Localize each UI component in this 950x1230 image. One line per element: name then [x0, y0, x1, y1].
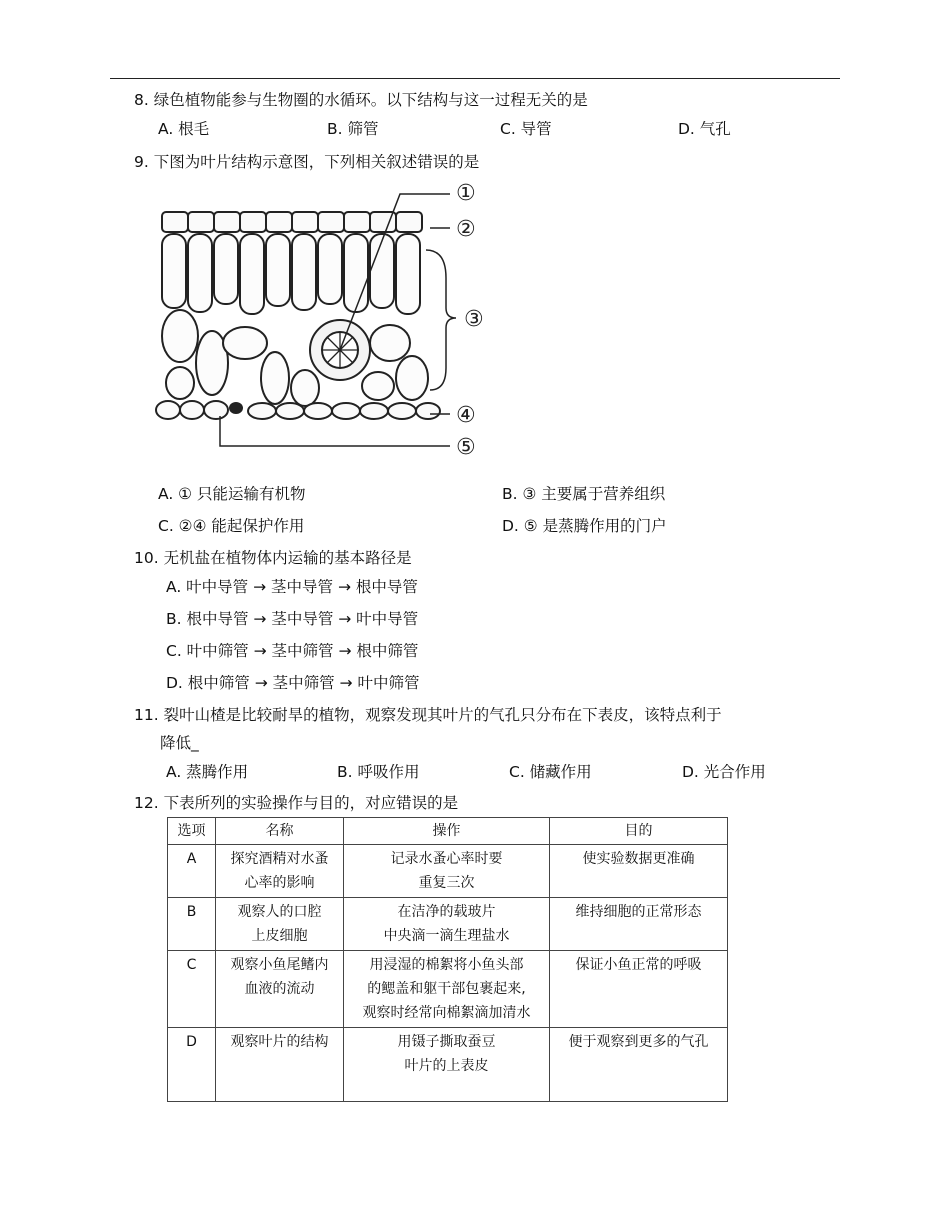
table-row	[168, 951, 728, 1028]
question-10-option-a[interactable]: A. 叶中导管 → 茎中导管 → 根中导管	[166, 578, 418, 596]
header-rule	[110, 78, 840, 79]
table-row	[168, 1028, 728, 1102]
header-option: 选项	[168, 818, 216, 845]
question-11-option-b[interactable]: B. 呼吸作用	[337, 763, 420, 781]
leaf-structure-figure	[150, 178, 500, 468]
question-11-option-c[interactable]: C. 储藏作用	[509, 763, 592, 781]
stoma-guard-cell	[229, 402, 243, 414]
lower-epidermis	[156, 401, 440, 419]
question-10-option-b[interactable]: B. 根中导管 → 茎中导管 → 叶中导管	[166, 610, 419, 628]
row-name: 探究酒精对水蚤 心率的影响	[216, 845, 344, 898]
row-purpose: 维持细胞的正常形态	[550, 898, 728, 951]
question-8-option-d[interactable]: D. 气孔	[678, 120, 731, 138]
row-operation: 用浸湿的棉絮将小鱼头部 的鳃盖和躯干部包裹起来, 观察时经常向棉絮滴加清水	[344, 951, 550, 1028]
question-11-stem-cont: 降低_	[160, 734, 199, 752]
question-9-option-c[interactable]: C. ②④ 能起保护作用	[158, 517, 305, 535]
question-11-stem: 11. 裂叶山楂是比较耐旱的植物，观察发现其叶片的气孔只分布在下表皮，该特点利于	[134, 706, 722, 724]
row-option: C	[168, 951, 216, 1028]
row-purpose: 使实验数据更准确	[550, 845, 728, 898]
header-operation: 操作	[344, 818, 550, 845]
question-8-stem: 8. 绿色植物能参与生物圈的水循环。以下结构与这一过程无关的是	[134, 91, 588, 109]
question-9-option-a[interactable]: A. ① 只能运输有机物	[158, 485, 306, 503]
row-purpose: 便于观察到更多的气孔	[550, 1028, 728, 1102]
row-operation: 在洁净的载玻片 中央滴一滴生理盐水	[344, 898, 550, 951]
row-name: 观察叶片的结构	[216, 1028, 344, 1102]
question-8-option-c[interactable]: C. 导管	[500, 120, 552, 138]
figure-label-5: ⑤	[456, 435, 476, 460]
question-10-option-d[interactable]: D. 根中筛管 → 茎中筛管 → 叶中筛管	[166, 674, 420, 692]
row-option: A	[168, 845, 216, 898]
question-8-option-b[interactable]: B. 筛管	[327, 120, 379, 138]
question-9-option-b[interactable]: B. ③ 主要属于营养组织	[502, 485, 666, 503]
row-operation: 记录水蚤心率时要 重复三次	[344, 845, 550, 898]
row-name: 观察人的口腔 上皮细胞	[216, 898, 344, 951]
figure-label-2: ②	[456, 217, 476, 242]
header-purpose: 目的	[550, 818, 728, 845]
table-row	[168, 845, 728, 898]
table-row	[168, 898, 728, 951]
figure-label-1: ①	[456, 181, 476, 206]
question-9-option-d[interactable]: D. ⑤ 是蒸腾作用的门户	[502, 517, 667, 535]
row-name: 观察小鱼尾鳍内 血液的流动	[216, 951, 344, 1028]
header-name: 名称	[216, 818, 344, 845]
question-11-option-d[interactable]: D. 光合作用	[682, 763, 766, 781]
question-11-option-a[interactable]: A. 蒸腾作用	[166, 763, 249, 781]
question-10-option-c[interactable]: C. 叶中筛管 → 茎中筛管 → 根中筛管	[166, 642, 419, 660]
row-option: D	[168, 1028, 216, 1102]
question-10-stem: 10. 无机盐在植物体内运输的基本路径是	[134, 549, 412, 567]
figure-label-4: ④	[456, 403, 476, 428]
experiment-table	[167, 817, 728, 1102]
table-header-row	[168, 818, 728, 845]
row-option: B	[168, 898, 216, 951]
question-9-stem: 9. 下图为叶片结构示意图，下列相关叙述错误的是	[134, 153, 480, 171]
row-operation: 用镊子撕取蚕豆 叶片的上表皮	[344, 1028, 550, 1102]
question-12-stem: 12. 下表所列的实验操作与目的，对应错误的是	[134, 794, 459, 812]
figure-label-3: ③	[464, 307, 484, 332]
question-8-option-a[interactable]: A. 根毛	[158, 120, 210, 138]
upper-epidermis	[162, 212, 422, 232]
row-purpose: 保证小鱼正常的呼吸	[550, 951, 728, 1028]
